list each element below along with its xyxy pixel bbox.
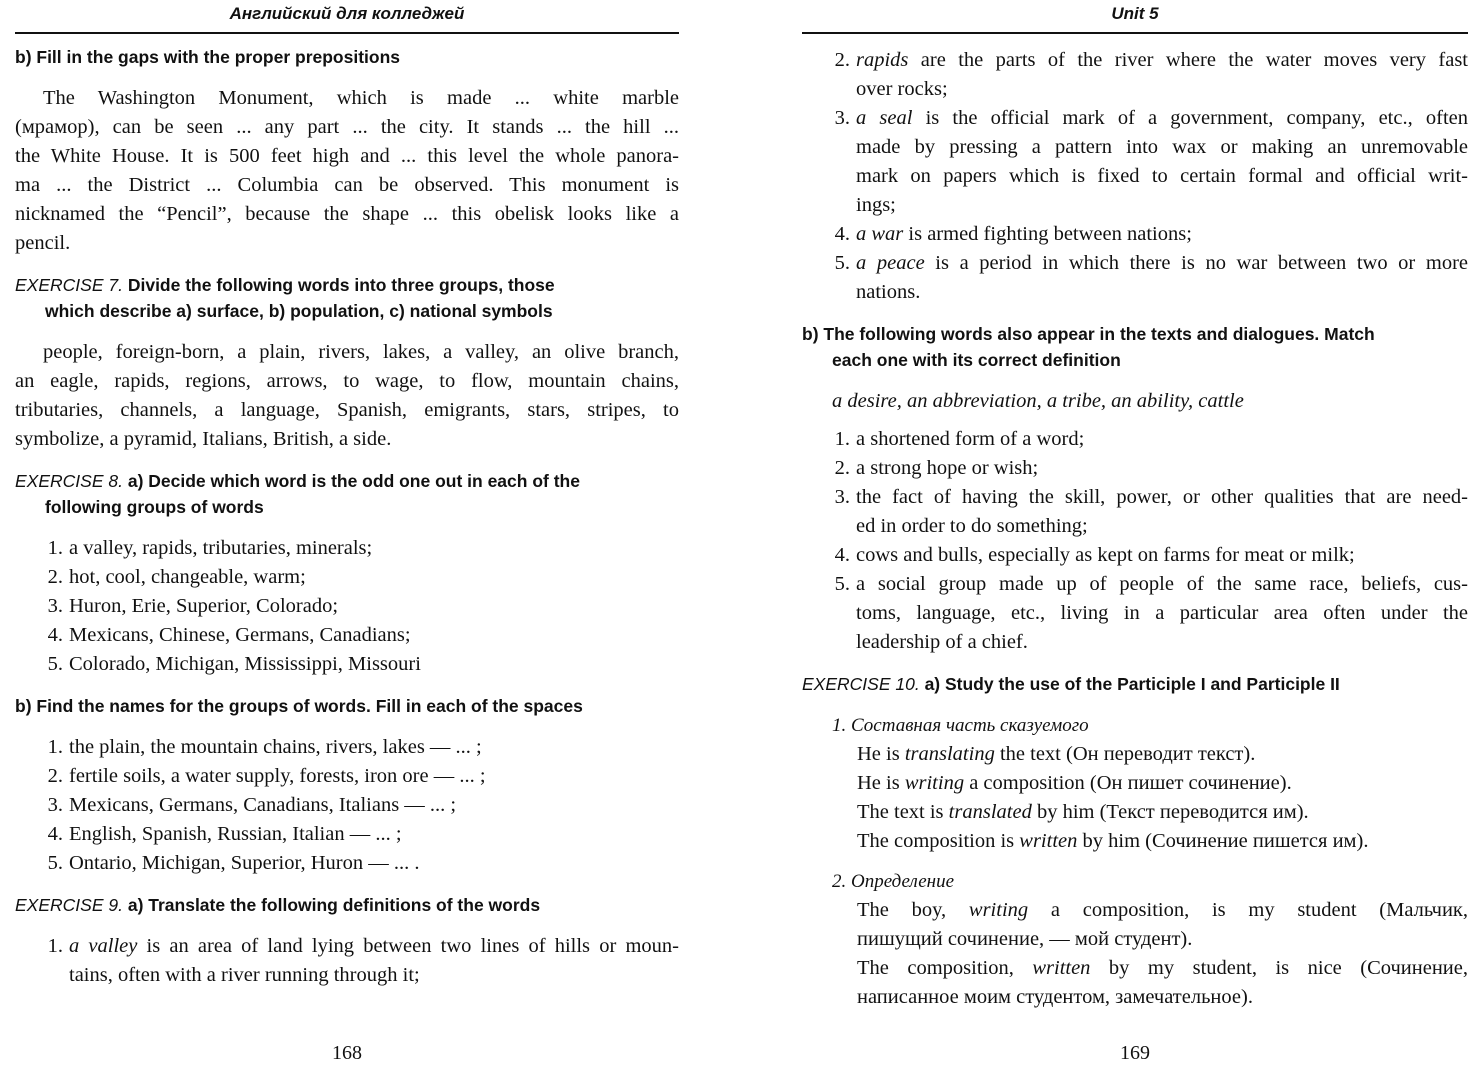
text-run: b) Find the names for the groups of words. Fill in each of the spaces — [15, 696, 583, 716]
list-item — [35, 563, 679, 592]
item-number: 5. — [47, 653, 63, 675]
heading-line — [802, 350, 1468, 376]
item-number: 3. — [834, 107, 850, 129]
item-text — [856, 454, 1468, 483]
exercise-label: EXERCISE 10. — [802, 674, 920, 694]
item-text — [69, 932, 679, 990]
numbered-list — [15, 534, 679, 679]
item-text — [856, 483, 1468, 541]
text-run: following groups of words — [45, 497, 264, 517]
text-run: The boy, — [857, 899, 969, 921]
text-run: by my student, is nice (Сочинение, — [1090, 957, 1468, 979]
italic-term: a war — [856, 223, 904, 245]
list-item — [822, 249, 1468, 307]
item-line: cows and bulls, especially as kept on farms for meat or milk; — [856, 544, 1355, 566]
text-run: a) Translate the following definitions of the words — [122, 895, 541, 915]
item-number: 3. — [47, 595, 63, 617]
item-line: a valley, rapids, tributaries, minerals; — [69, 537, 373, 559]
italic-term: written — [1019, 830, 1078, 852]
item-number: 5. — [834, 573, 850, 595]
paragraph-line: (мрамор), can be seen ... any part ... the city. It stands ... the hill ... — [15, 116, 679, 138]
item-line: nations. — [856, 281, 921, 303]
item-number: 3. — [834, 486, 850, 508]
page-number: 168 — [332, 1042, 362, 1064]
item-number: 1. — [47, 537, 63, 559]
item-number: 5. — [834, 252, 850, 274]
italic-term: a seal — [856, 107, 913, 129]
section-heading — [15, 895, 679, 921]
item-line: Colorado, Michigan, Mississippi, Missouri — [69, 653, 421, 675]
paragraph-line: ma ... the District ... Columbia can be observed. This monument is — [15, 174, 679, 196]
item-text — [856, 570, 1468, 657]
item-number: 4. — [47, 624, 63, 646]
heading-line — [15, 275, 679, 301]
item-line: English, Spanish, Russian, Italian — ... ; — [69, 823, 402, 845]
section-heading — [802, 674, 1468, 700]
example-line — [832, 954, 1468, 983]
numbered-list — [15, 733, 679, 878]
item-number: 4. — [834, 223, 850, 245]
item-number: 2. — [47, 566, 63, 588]
item-text — [856, 425, 1468, 454]
paragraph-line: nicknamed the “Pencil”, because the shape ... this obelisk looks like a — [15, 203, 679, 225]
item-line: tains, often with a river running through it; — [69, 964, 420, 986]
page-body — [15, 47, 679, 990]
list-item — [35, 762, 679, 791]
list-item — [35, 791, 679, 820]
section-heading — [15, 696, 679, 722]
italic-term: writing — [904, 772, 965, 794]
list-item — [822, 104, 1468, 220]
item-text — [69, 820, 679, 849]
text-run: The composition, — [857, 957, 1033, 979]
item-text — [69, 733, 679, 762]
italic-term: a peace — [856, 252, 925, 274]
item-text — [856, 249, 1468, 307]
section-heading — [15, 47, 679, 73]
item-text — [69, 791, 679, 820]
example-line — [832, 740, 1468, 769]
left-page — [15, 0, 679, 1077]
item-number: 4. — [834, 544, 850, 566]
item-number: 2. — [47, 765, 63, 787]
list-item — [35, 592, 679, 621]
item-number: 3. — [47, 794, 63, 816]
paragraph — [15, 84, 679, 258]
list-item — [35, 621, 679, 650]
item-number: 5. — [47, 852, 63, 874]
heading-line — [15, 47, 679, 73]
item-line: Huron, Erie, Superior, Colorado; — [69, 595, 339, 617]
paragraph-line: the White House. It is 500 feet high and ... this level the whole panora- — [15, 145, 679, 167]
list-item — [822, 570, 1468, 657]
item-line: a shortened form of a word; — [856, 428, 1085, 450]
heading-line — [802, 324, 1468, 350]
exercise-label: EXERCISE 8. — [15, 471, 123, 491]
item-text — [69, 650, 679, 679]
header-rule — [15, 32, 679, 34]
item-line: a strong hope or wish; — [856, 457, 1039, 479]
item-line: mark on papers which is fixed to certain formal and official writ- — [856, 165, 1468, 187]
example-line — [832, 769, 1468, 798]
heading-line — [15, 895, 679, 921]
text-run: The composition is — [857, 830, 1020, 852]
item-line: leadership of a chief. — [856, 631, 1028, 653]
text-run: a) Study the use of the Participle I and Participle II — [919, 674, 1340, 694]
text-run: by him (Текст переводится им). — [1031, 801, 1309, 823]
page-body — [802, 46, 1468, 1023]
italic-term: written — [1032, 957, 1091, 979]
paragraph-line: people, foreign-born, a plain, rivers, lakes, a valley, an olive branch, — [43, 341, 679, 363]
numbered-list — [802, 425, 1468, 657]
usage-subsection — [802, 711, 1468, 856]
text-run: by him (Сочинение пишется им). — [1077, 830, 1369, 852]
text-run: which describe a) surface, b) population, c) national symbols — [45, 301, 553, 321]
text-run: b) Fill in the gaps with the proper prepositions — [15, 47, 401, 67]
text-run: пишущий сочинение, — мой студент). — [857, 928, 1193, 950]
paragraph-line: symbolize, a pyramid, Italians, British, a side. — [15, 428, 392, 450]
section-heading — [15, 275, 679, 327]
paragraph-line: tributaries, channels, a language, Spanish, emigrants, stars, stripes, to — [15, 399, 679, 421]
item-number: 2. — [834, 457, 850, 479]
text-run: b) The following words also appear in the texts and dialogues. Match — [802, 324, 1375, 344]
numbered-list — [802, 46, 1468, 307]
item-text — [69, 849, 679, 878]
paragraph — [15, 338, 679, 454]
text-run: a composition, is my student (Мальчик, — [1028, 899, 1468, 921]
paragraph-line: pencil. — [15, 232, 71, 254]
item-text — [856, 220, 1468, 249]
list-item — [35, 650, 679, 679]
numbered-list — [15, 932, 679, 990]
page-number: 169 — [1120, 1042, 1150, 1064]
heading-line — [15, 471, 679, 497]
item-line: a social group made up of people of the same race, beliefs, cus- — [856, 573, 1468, 595]
running-head: Английский для колледжей — [229, 4, 465, 23]
item-line — [856, 220, 1468, 249]
item-text — [69, 762, 679, 791]
text-run: a) Decide which word is the odd one out in each of the — [122, 471, 580, 491]
item-line — [856, 104, 1468, 133]
item-line: fertile soils, a water supply, forests, iron ore — ... ; — [69, 765, 486, 787]
item-number: 1. — [47, 935, 63, 957]
item-line — [856, 249, 1468, 278]
heading-line — [802, 674, 1468, 700]
text-run: the text (Он переводит текст). — [994, 743, 1256, 765]
paragraph-line: The Washington Monument, which is made ... white marble — [43, 87, 679, 109]
item-text — [856, 104, 1468, 220]
text-run: are the parts of the river where the water moves very fast — [908, 49, 1468, 71]
text-run: is an area of land lying between two lines of hills or moun- — [137, 935, 679, 957]
text-run: написанное моим студентом, замечательное). — [857, 986, 1253, 1008]
example-line — [832, 896, 1468, 925]
paragraph-line: an eagle, rapids, regions, arrows, to wage, to flow, mountain chains, — [15, 370, 679, 392]
item-line: Mexicans, Germans, Canadians, Italians — ... ; — [69, 794, 457, 816]
list-item — [35, 849, 679, 878]
item-line: toms, language, etc., living in a particular area often under the — [856, 602, 1468, 624]
list-item — [822, 425, 1468, 454]
item-number: 2. — [834, 49, 850, 71]
subsection-title: 2. Определение — [832, 871, 955, 892]
italic-term: translated — [948, 801, 1032, 823]
example-line — [832, 925, 1468, 954]
item-line — [856, 46, 1468, 75]
word-list: a desire, an abbreviation, a tribe, an ability, cattle — [832, 390, 1244, 412]
text-run: He is — [857, 772, 905, 794]
example-line — [832, 798, 1468, 827]
italic-term: translating — [904, 743, 995, 765]
item-line — [69, 932, 679, 961]
heading-line — [15, 301, 679, 327]
item-text — [69, 592, 679, 621]
list-item — [35, 932, 679, 990]
list-item — [822, 483, 1468, 541]
item-text — [856, 541, 1468, 570]
item-number: 1. — [47, 736, 63, 758]
italic-term: rapids — [856, 49, 909, 71]
running-head: Unit 5 — [1111, 4, 1159, 23]
text-run: each one with its correct definition — [832, 350, 1121, 370]
text-run: The text is — [857, 801, 949, 823]
section-heading — [802, 324, 1468, 376]
list-item — [35, 820, 679, 849]
item-text — [69, 534, 679, 563]
list-item — [822, 46, 1468, 104]
list-item — [822, 541, 1468, 570]
subsection-title: 1. Составная часть сказуемого — [832, 715, 1089, 736]
list-item — [822, 220, 1468, 249]
text-run: is a period in which there is no war between two or more — [924, 252, 1468, 274]
list-item — [822, 454, 1468, 483]
item-text — [69, 563, 679, 592]
text-run: Divide the following words into three groups, those — [122, 275, 555, 295]
exercise-label: EXERCISE 9. — [15, 895, 123, 915]
example-line — [832, 827, 1468, 856]
item-line: hot, cool, changeable, warm; — [69, 566, 306, 588]
item-line: ings; — [856, 194, 896, 216]
item-line: ed in order to do something; — [856, 515, 1088, 537]
item-line: made by pressing a pattern into wax or making an unremovable — [856, 136, 1468, 158]
item-line: the plain, the mountain chains, rivers, lakes — ... ; — [69, 736, 482, 758]
item-number: 4. — [47, 823, 63, 845]
list-item — [35, 534, 679, 563]
exercise-label: EXERCISE 7. — [15, 275, 123, 295]
item-number: 1. — [834, 428, 850, 450]
heading-line — [15, 497, 679, 523]
text-run: a composition (Он пишет сочинение). — [964, 772, 1292, 794]
usage-subsection — [802, 867, 1468, 1012]
item-line: Mexicans, Chinese, Germans, Canadians; — [69, 624, 411, 646]
text-run: is the official mark of a government, company, etc., often — [912, 107, 1468, 129]
list-item — [35, 733, 679, 762]
heading-line — [15, 696, 679, 722]
item-line: over rocks; — [856, 78, 948, 100]
item-line: Ontario, Michigan, Superior, Huron — ... . — [69, 852, 420, 874]
item-line: the fact of having the skill, power, or other qualities that are need- — [856, 486, 1468, 508]
italic-term: a valley — [69, 935, 138, 957]
italic-term: writing — [968, 899, 1029, 921]
text-run: He is — [857, 743, 905, 765]
item-text — [69, 621, 679, 650]
section-heading — [15, 471, 679, 523]
header-rule — [802, 32, 1468, 34]
text-run: is armed fighting between nations; — [903, 223, 1192, 245]
right-page — [802, 0, 1468, 1077]
item-text — [856, 46, 1468, 104]
example-line — [832, 983, 1468, 1012]
